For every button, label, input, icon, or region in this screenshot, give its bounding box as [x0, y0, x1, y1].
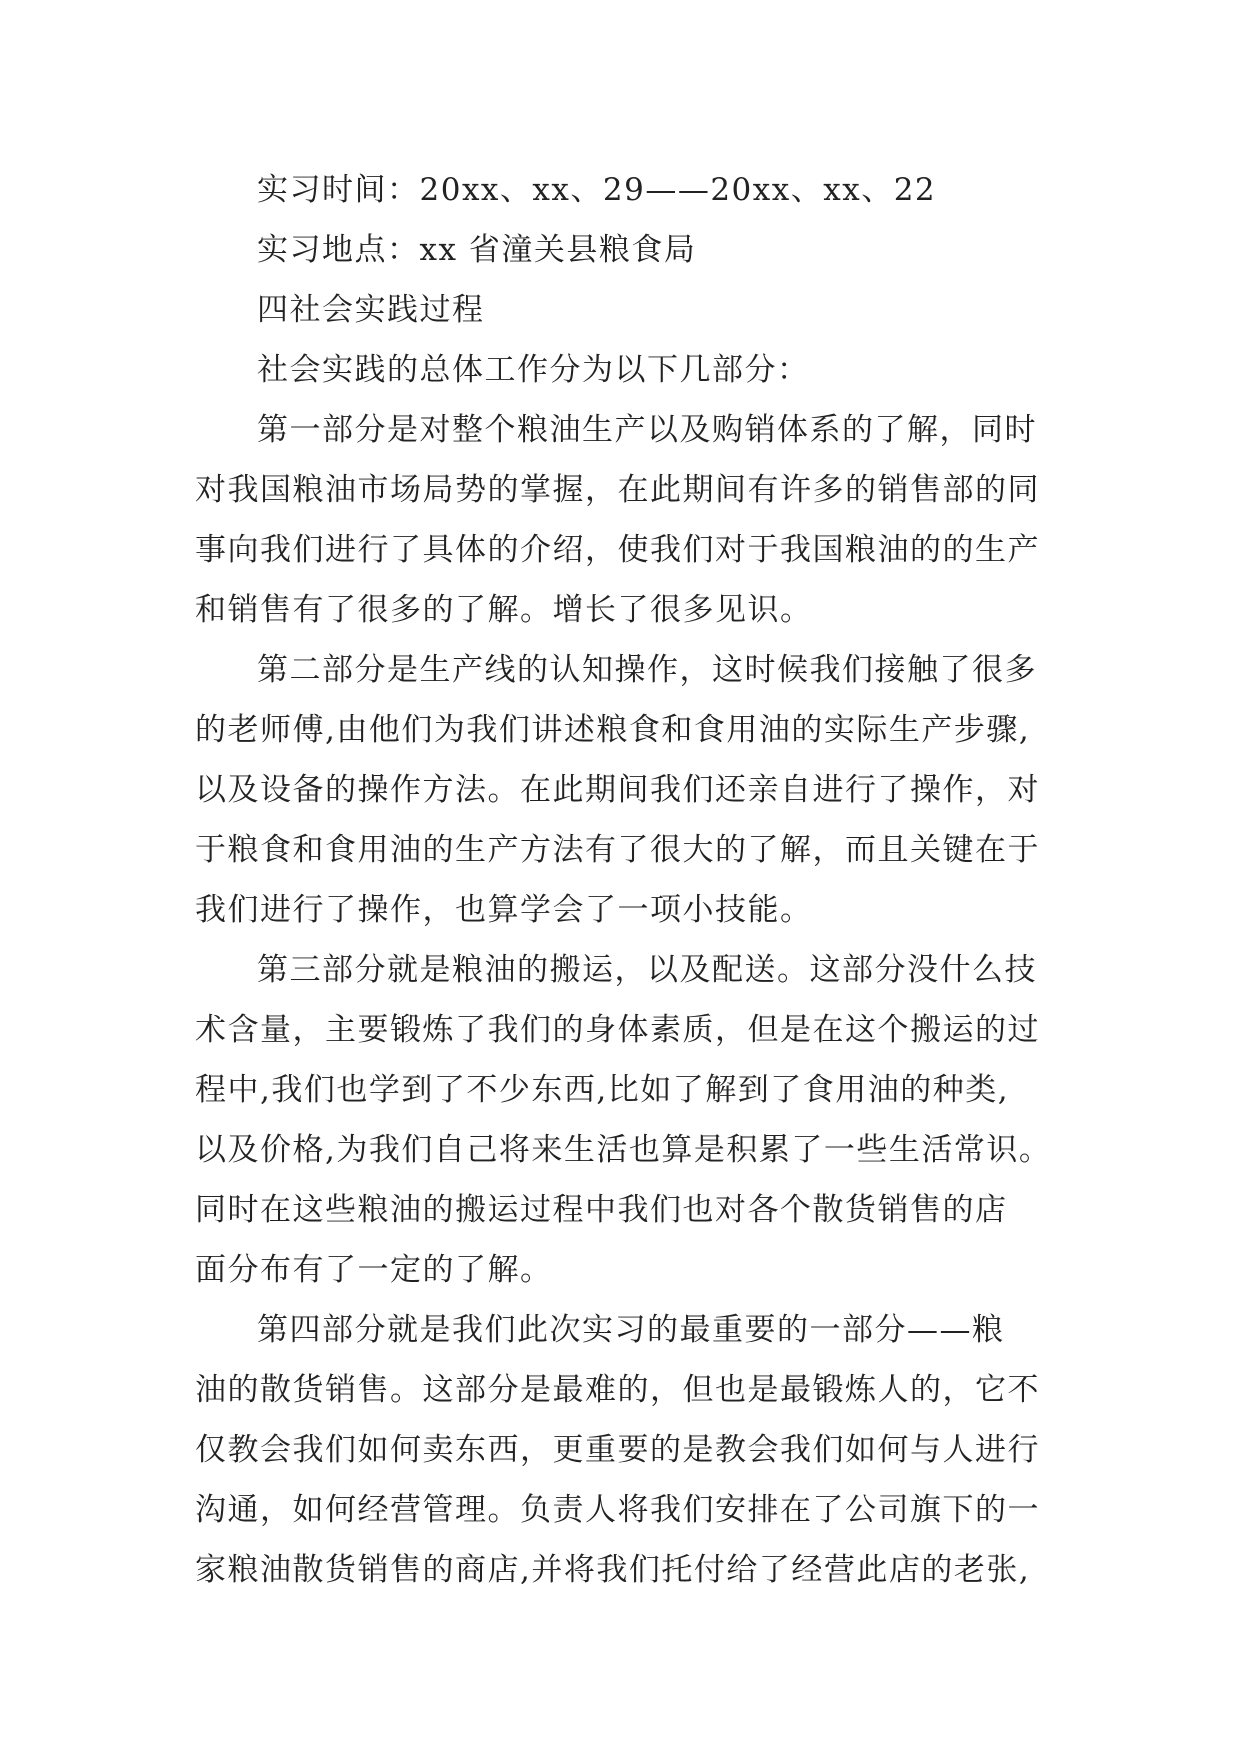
paragraph-2-line: 第二部分是生产线的认知操作，这时候我们接触了很多 [257, 652, 1037, 688]
document-body [195, 160, 1055, 1600]
paragraph-3-line: 术含量，主要锻炼了我们的身体素质，但是在这个搬运的过 [195, 1012, 1040, 1048]
paragraph-1-line: 和销售有了很多的了解。增长了很多见识。 [195, 592, 813, 628]
section-heading: 四社会实践过程 [257, 292, 485, 328]
paragraph-1-line: 第一部分是对整个粮油生产以及购销体系的了解，同时 [257, 412, 1037, 448]
paragraph-4-line: 第四部分就是我们此次实习的最重要的一部分——粮 [257, 1312, 1005, 1348]
paragraph-4-line: 沟通，如何经营管理。负责人将我们安排在了公司旗下的一 [195, 1492, 1040, 1528]
paragraph-2-line: 于粮食和食用油的生产方法有了很大的了解，而且关键在于 [195, 832, 1040, 868]
paragraph-3-line: 面分布有了一定的了解。 [195, 1252, 553, 1288]
paragraph-4-line: 仅教会我们如何卖东西，更重要的是教会我们如何与人进行 [195, 1432, 1040, 1468]
intro-line: 社会实践的总体工作分为以下几部分： [257, 352, 810, 388]
paragraph-3-line: 以及价格,为我们自己将来生活也算是积累了一些生活常识。 [195, 1132, 1052, 1168]
paragraph-2-line: 以及设备的操作方法。在此期间我们还亲自进行了操作，对 [195, 772, 1040, 808]
paragraph-2-line: 的老师傅,由他们为我们讲述粮食和食用油的实际生产步骤, [195, 712, 1031, 748]
paragraph-3-line: 第三部分就是粮油的搬运，以及配送。这部分没什么技 [257, 952, 1037, 988]
internship-location-line: 实习地点：xx 省潼关县粮食局 [257, 232, 697, 268]
paragraph-3-line: 程中,我们也学到了不少东西,比如了解到了食用油的种类, [195, 1072, 1010, 1108]
paragraph-2-line: 我们进行了操作，也算学会了一项小技能。 [195, 892, 813, 928]
paragraph-1-line: 事向我们进行了具体的介绍，使我们对于我国粮油的的生产 [195, 532, 1040, 568]
internship-time-line: 实习时间：20xx、xx、29——20xx、xx、22 [257, 172, 937, 208]
paragraph-3-line: 同时在这些粮油的搬运过程中我们也对各个散货销售的店 [195, 1192, 1008, 1228]
paragraph-4-line: 家粮油散货销售的商店,并将我们托付给了经营此店的老张, [195, 1552, 1031, 1588]
paragraph-4-line: 油的散货销售。这部分是最难的，但也是最锻炼人的，它不 [195, 1372, 1040, 1408]
paragraph-1-line: 对我国粮油市场局势的掌握，在此期间有许多的销售部的同 [195, 472, 1040, 508]
